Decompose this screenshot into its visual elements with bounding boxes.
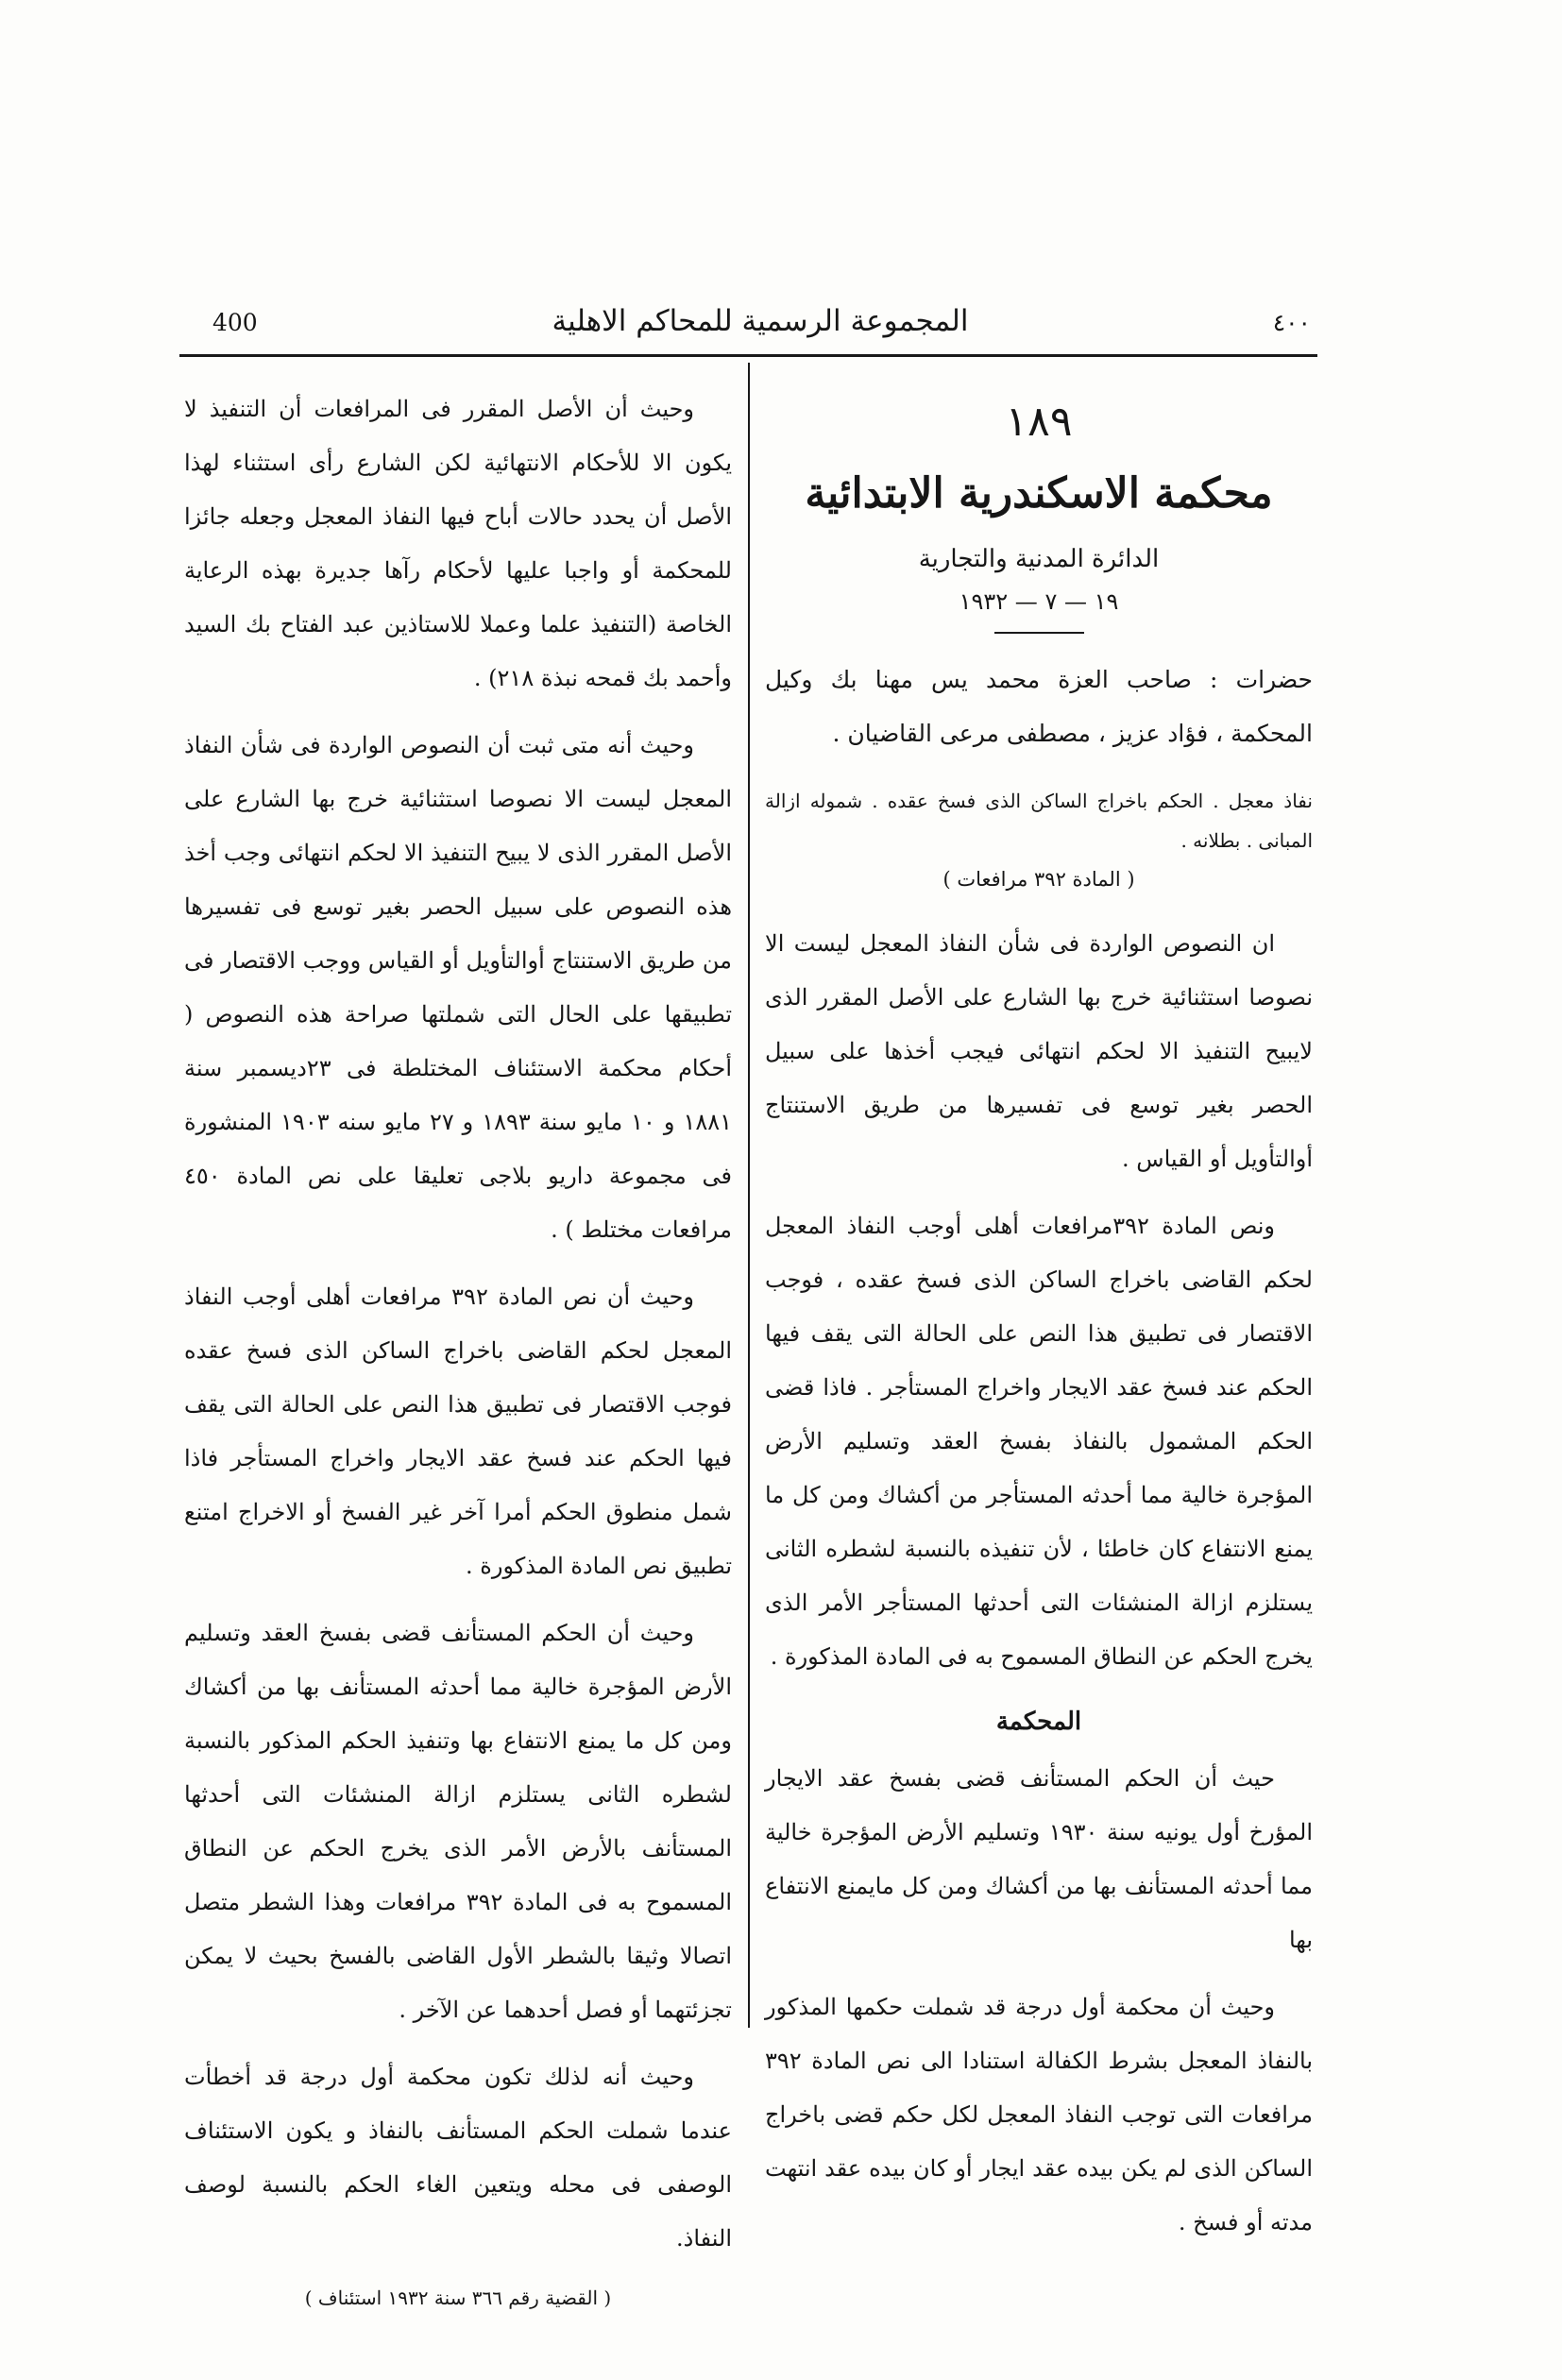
header-rule [179, 354, 1317, 357]
court-paragraph: وحيث أنه لذلك تكون محكمة أول درجة قد أخطأت عندما شملت الحكم المستأنف بالنفاذ و يكون الاستئناف الوصفى فى محله ويتعين الغاء الحكم بالنسبة لوصف النفاذ. [184, 2064, 732, 2252]
court-paragraph: وحيث أنه متى ثبت أن النصوص الواردة فى شأن النفاذ المعجل ليست الا نصوصا استثنائية خرج بها الشارع على الأصل المقرر الذى لا يبيح التنفيذ الا لحكم انتهائى وجب أخذ هذه النصوص على سبيل الحصر بغير توسع فى تفسيرها من طريق الاستنتاج أوالتأويل أو القياس ووجب الاقتصار فى تطبيقها على الحال التى شملتها صراحة هذه النصوص ( أحكام محكمة الاستئناف المختلطة فى ٢٣ديسمبر سنة ١٨٨١ و ١٠ مايو سنة ١٨٩٣ و ٢٧ مايو سنه ١٩٠٣ المنشورة فى مجموعة داريو بلاجى تعليقا على نص المادة ٤٥٠ مرافعات مختلط ) . [184, 732, 732, 1243]
court-paragraph: وحيث أن محكمة أول درجة قد شملت حكمها المذكور بالنفاذ المعجل بشرط الكفالة استنادا الى نص المادة ٣٩٢ مرافعات التى توجب النفاذ المعجل لكل حكم قضى باخراج الساكن الذى لم يكن بيده عقد ايجار أو كان بيده عقد انتهت مدته أو فسخ . [765, 1994, 1313, 2236]
court-paragraph: وحيث أن نص المادة ٣٩٢ مرافعات أهلى أوجب النفاذ المعجل لحكم القاضى باخراج الساكن الذى فسخ عقده فوجب الاقتصار فى تطبيق هذا النص على الحالة التى يقف فيها الحكم عند فسخ عقد الايجار واخراج المستأجر فاذا شمل منطوق الحكم أمرا آخر غير الفسخ أو الاخراج امتنع تطبيق نص المادة المذكورة . [184, 1284, 732, 1579]
principle-paragraph: ان النصوص الواردة فى شأن النفاذ المعجل ليست الا نصوصا استثنائية خرج بها الشارع على الأصل المقرر الذى لايبيح التنفيذ الا لحكم انتهائى فيجب أخذها على سبيل الحصر بغير توسع فى تفسيرها من طريق الاستنتاج أوالتأويل أو القياس . [765, 930, 1313, 1172]
section-divider [994, 632, 1084, 634]
court-name: محكمة الاسكندرية الابتدائية [805, 469, 1273, 518]
column-divider [748, 363, 750, 2028]
court-paragraph: حيث أن الحكم المستأنف قضى بفسخ عقد الايجار المؤرخ أول يونيه سنة ١٩٣٠ وتسليم الأرض المؤجرة خالية مما أحدثه المستأنف بها من أكشاك ومن كل مايمنع الانتفاع بها [765, 1765, 1314, 1953]
summary-reference: ( المادة ٣٩٢ مرافعات ) [942, 868, 1135, 891]
court-circuit: الدائرة المدنية والتجارية [918, 545, 1160, 573]
court-paragraph: وحيث أن الحكم المستأنف قضى بفسخ العقد وتسليم الأرض المؤجرة خالية مما أحدثه المستأنف بها من أكشاك ومن كل ما يمنع الانتفاع بها وتنفيذ الحكم المذكور بالنسبة لشطره الثانى يستلزم ازالة المنشئات التى أحدثها المستأنف بالأرض الأمر الذى يخرج الحكم عن النطاق المسموح به فى المادة ٣٩٢ مرافعات وهذا الشطر متصل اتصالا وثيقا بالشطر الأول القاضى بالفسخ بحيث لا يمكن تجزئتهما أو فصل أحدهما عن الآخر . [184, 1620, 733, 2023]
left-column [184, 382, 732, 2317]
case-summary: نفاذ معجل . الحكم باخراج الساكن الذى فسخ عقده . شموله ازالة المبانى . بطلانه . [765, 790, 1313, 852]
page-number-latin: 400 [212, 309, 258, 336]
court-paragraph: وحيث أن الأصل المقرر فى المرافعات أن التنفيذ لا يكون الا للأحكام الانتهائية لكن الشارع رأى استثناء لهذا الأصل أن يحدد حالات أباح فيها النفاذ المعجل وجعله جائزا للمحكمة أو واجبا عليها لأحكام رآها جديرة بهذه الرعاية الخاصة (التنفيذ علما وعملا للاستاذين عبد الفتاح بك السيد وأحمد بك قمحه نبذة ٢١٨) . [184, 396, 732, 691]
case-number: ١٨٩ [1005, 398, 1073, 446]
bench-composition: حضرات : صاحب العزة محمد يس مهنا بك وكيل المحكمة ، فؤاد عزيز ، مصطفى مرعى القاضيان . [765, 666, 1313, 747]
page-number-arabic: ٤٠٠ [1272, 309, 1311, 336]
section-heading: المحكمة [995, 1708, 1082, 1736]
judgment-date: ١٩ — ٧ — ١٩٣٢ [959, 588, 1119, 615]
right-column [765, 382, 1313, 2263]
running-title: المجموعة الرسمية للمحاكم الاهلية [552, 304, 969, 338]
case-reference: ( القضية رقم ٣٦٦ سنة ١٩٣٢ استئناف ) [304, 2286, 612, 2309]
principle-paragraph: ونص المادة ٣٩٢مرافعات أهلى أوجب النفاذ المعجل لحكم القاضى باخراج الساكن الذى فسخ عقده ، فوجب الاقتصار فى تطبيق هذا النص على الحالة التى يقف فيها الحكم عند فسخ عقد الايجار واخراج المستأجر . فاذا قضى الحكم المشمول بالنفاذ بفسخ العقد وتسليم الأرض المؤجرة خالية مما أحدثه المستأجر من أكشاك ومن كل ما يمنع الانتفاع كان خاطئا ، لأن تنفيذه بالنسبة لشطره الثانى يستلزم ازالة المنشئات التى أحدثها المستأجر الأمر الذى يخرج الحكم عن النطاق المسموح به فى المادة المذكورة . [765, 1213, 1313, 1670]
